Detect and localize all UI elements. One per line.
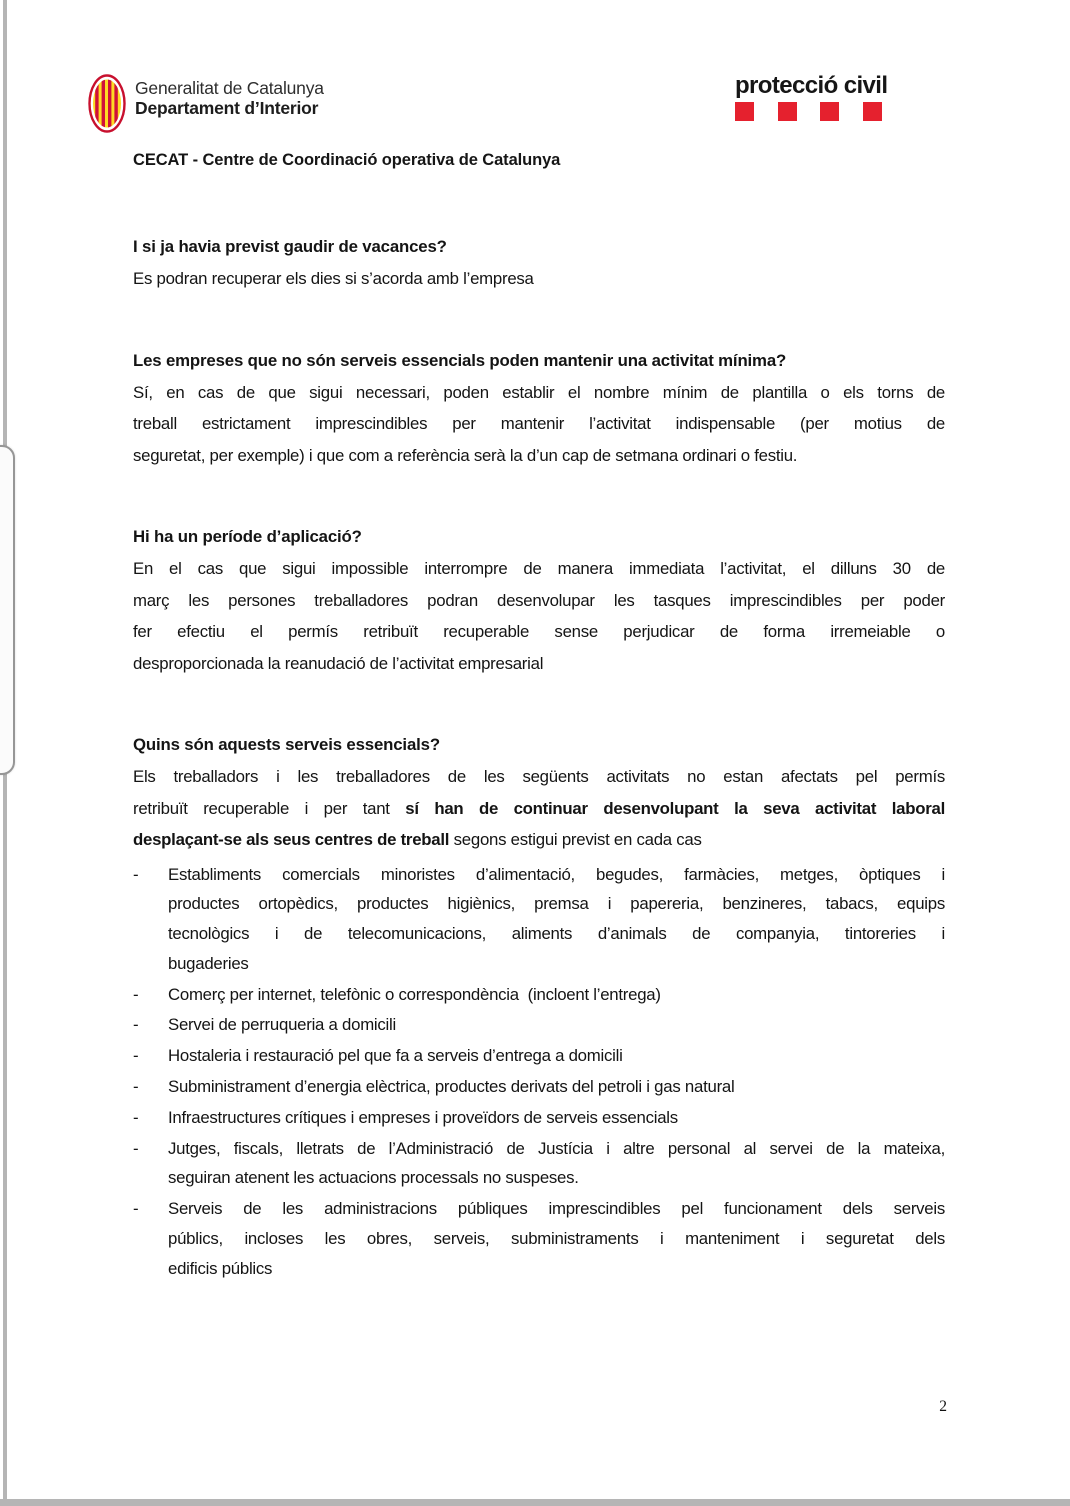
bullet-marker: - [133, 1138, 139, 1158]
list-item [133, 1103, 945, 1133]
text-segment: març les persones treballadores podran desenvolupar les tasques imprescindibles per poder [133, 590, 945, 610]
bold-text-segment: desplaçant-se als seus centres de treball [133, 830, 450, 849]
document-sections [133, 231, 945, 1284]
brand-red-square-icon [820, 102, 839, 121]
scroll-handle[interactable] [0, 445, 15, 775]
org-name: Generalitat de Catalunya [135, 78, 324, 98]
question-heading: Hi ha un període d’aplicació? [133, 527, 362, 546]
question-heading: Quins són aquests serveis essencials? [133, 735, 440, 754]
list-item-line: Subministrament d’energia elèctrica, productes derivats del petroli i gas natural [168, 1077, 735, 1097]
paragraph-line [133, 824, 945, 856]
list-item [133, 1134, 945, 1194]
qa-section [133, 231, 945, 295]
paragraph-line [133, 377, 945, 409]
cecat-subtitle: CECAT - Centre de Coordinació operativa de Catalunya [133, 151, 561, 169]
paragraph-line [133, 793, 945, 825]
bullet-marker: - [133, 1199, 139, 1219]
proteccio-civil-squares [735, 102, 882, 121]
paragraph-line [133, 408, 945, 440]
list-item-line: Infraestructures crítiques i empreses i proveïdors de serveis essencials [168, 1107, 678, 1127]
bullet-marker: - [133, 1077, 139, 1097]
list-item [133, 1010, 945, 1040]
list-item-line: tecnològics i de telecomunicacions, aliments d’animals de companyia, tintoreries i [168, 924, 945, 944]
text-segment: Sí, en cas de que sigui necessari, poden establir el nombre mínim de plantilla o els torns de [133, 382, 945, 402]
text-segment: fer efectiu el permís retribuït recuperable sense perjudicar de forma irremeiable o [133, 622, 945, 641]
department-name: Departament d’Interior [135, 98, 319, 118]
brand-red-square-icon [735, 102, 754, 121]
list-item-line: públics, incloses les obres, serveis, subministraments i manteniment i seguretat dels [168, 1229, 945, 1249]
bullet-marker: - [133, 1046, 139, 1066]
list-item-line: bugaderies [168, 953, 249, 973]
list-item [133, 860, 945, 979]
list-item-line: seguiran atenent les actuacions processals no suspeses. [168, 1168, 579, 1188]
page-number: 2 [939, 1398, 947, 1415]
text-segment: seguretat, per exemple) i que com a referència serà la d’un cap de setmana ordinari o festiu. [133, 445, 798, 465]
bullet-marker: - [133, 1107, 139, 1127]
paragraph-line [133, 616, 945, 648]
question-heading: I si ja havia previst gaudir de vacances? [133, 237, 447, 256]
bullet-marker: - [133, 984, 139, 1004]
text-segment: retribuït recuperable i per tant [133, 798, 406, 818]
list-item [133, 1194, 945, 1283]
bullet-marker: - [133, 864, 139, 884]
bullet-marker: - [133, 1015, 139, 1035]
paragraph-line [133, 761, 945, 793]
answer-paragraph [133, 377, 945, 472]
generalitat-logo [88, 74, 324, 133]
list-item-line: Serveis de les administracions públiques imprescindibles pel funcionament dels serveis [168, 1199, 945, 1219]
paragraph-line [133, 553, 945, 585]
qa-section [133, 521, 945, 679]
list-item-line: Comerç per internet, telefònic o correspondència (incloent l’entrega) [168, 984, 661, 1004]
text-segment: En el cas que sigui impossible interrompre de manera immediata l’activitat, el dilluns 30 de [133, 559, 945, 578]
paragraph-line [133, 440, 945, 472]
answer-paragraph [133, 263, 945, 295]
list-item-line: Hostaleria i restauració pel que fa a serveis d’entrega a domicili [168, 1046, 623, 1066]
list-item-line: Servei de perruqueria a domicili [168, 1015, 396, 1035]
text-segment: Es podran recuperar els dies si s’acorda amb l’empresa [133, 269, 534, 288]
brand-red-square-icon [778, 102, 797, 121]
paragraph-line [133, 585, 945, 617]
text-segment: segons estigui previst en cada cas [449, 830, 702, 849]
bold-text-segment: sí han de continuar desenvolupant la seva activitat laboral [405, 798, 945, 818]
proteccio-civil-logo [735, 72, 887, 121]
list-item-line: Jutges, fiscals, lletrats de l’Administració de Justícia i altre personal al servei de la mateixa, [168, 1138, 945, 1158]
text-segment: treball estrictament imprescindibles per mantenir l’activitat indispensable (per motius de [133, 414, 945, 433]
question-heading: Les empreses que no són serveis essencials poden mantenir una activitat mínima? [133, 350, 787, 370]
list-item [133, 980, 945, 1010]
list-item [133, 1041, 945, 1071]
brand-red-square-icon [863, 102, 882, 121]
text-segment: desproporcionada la reanudació de l’activitat empresarial [133, 653, 544, 673]
qa-section [133, 345, 945, 472]
list-item-line: Establiments comercials minoristes d’alimentació, begudes, farmàcies, metges, òptiques i [168, 864, 945, 884]
viewer-bottom-edge [0, 1499, 1070, 1506]
answer-paragraph [133, 761, 945, 856]
answer-paragraph [133, 553, 945, 679]
senyera-shield-icon [88, 74, 126, 133]
text-segment: Els treballadors i les treballadores de les següents activitats no estan afectats pel permís [133, 767, 945, 786]
essential-services-list [133, 860, 945, 1284]
qa-section [133, 729, 945, 1284]
generalitat-logo-text [135, 74, 324, 133]
paragraph-line [133, 648, 945, 680]
list-item [133, 1072, 945, 1102]
proteccio-civil-wordmark: protecció civil [735, 72, 888, 99]
list-item-line: productes ortopèdics, productes higiènics, premsa i papereria, benzineres, tabacs, equips [168, 894, 945, 914]
paragraph-line [133, 263, 945, 295]
document-content [133, 231, 945, 1284]
list-item-line: edificis públics [168, 1258, 273, 1278]
